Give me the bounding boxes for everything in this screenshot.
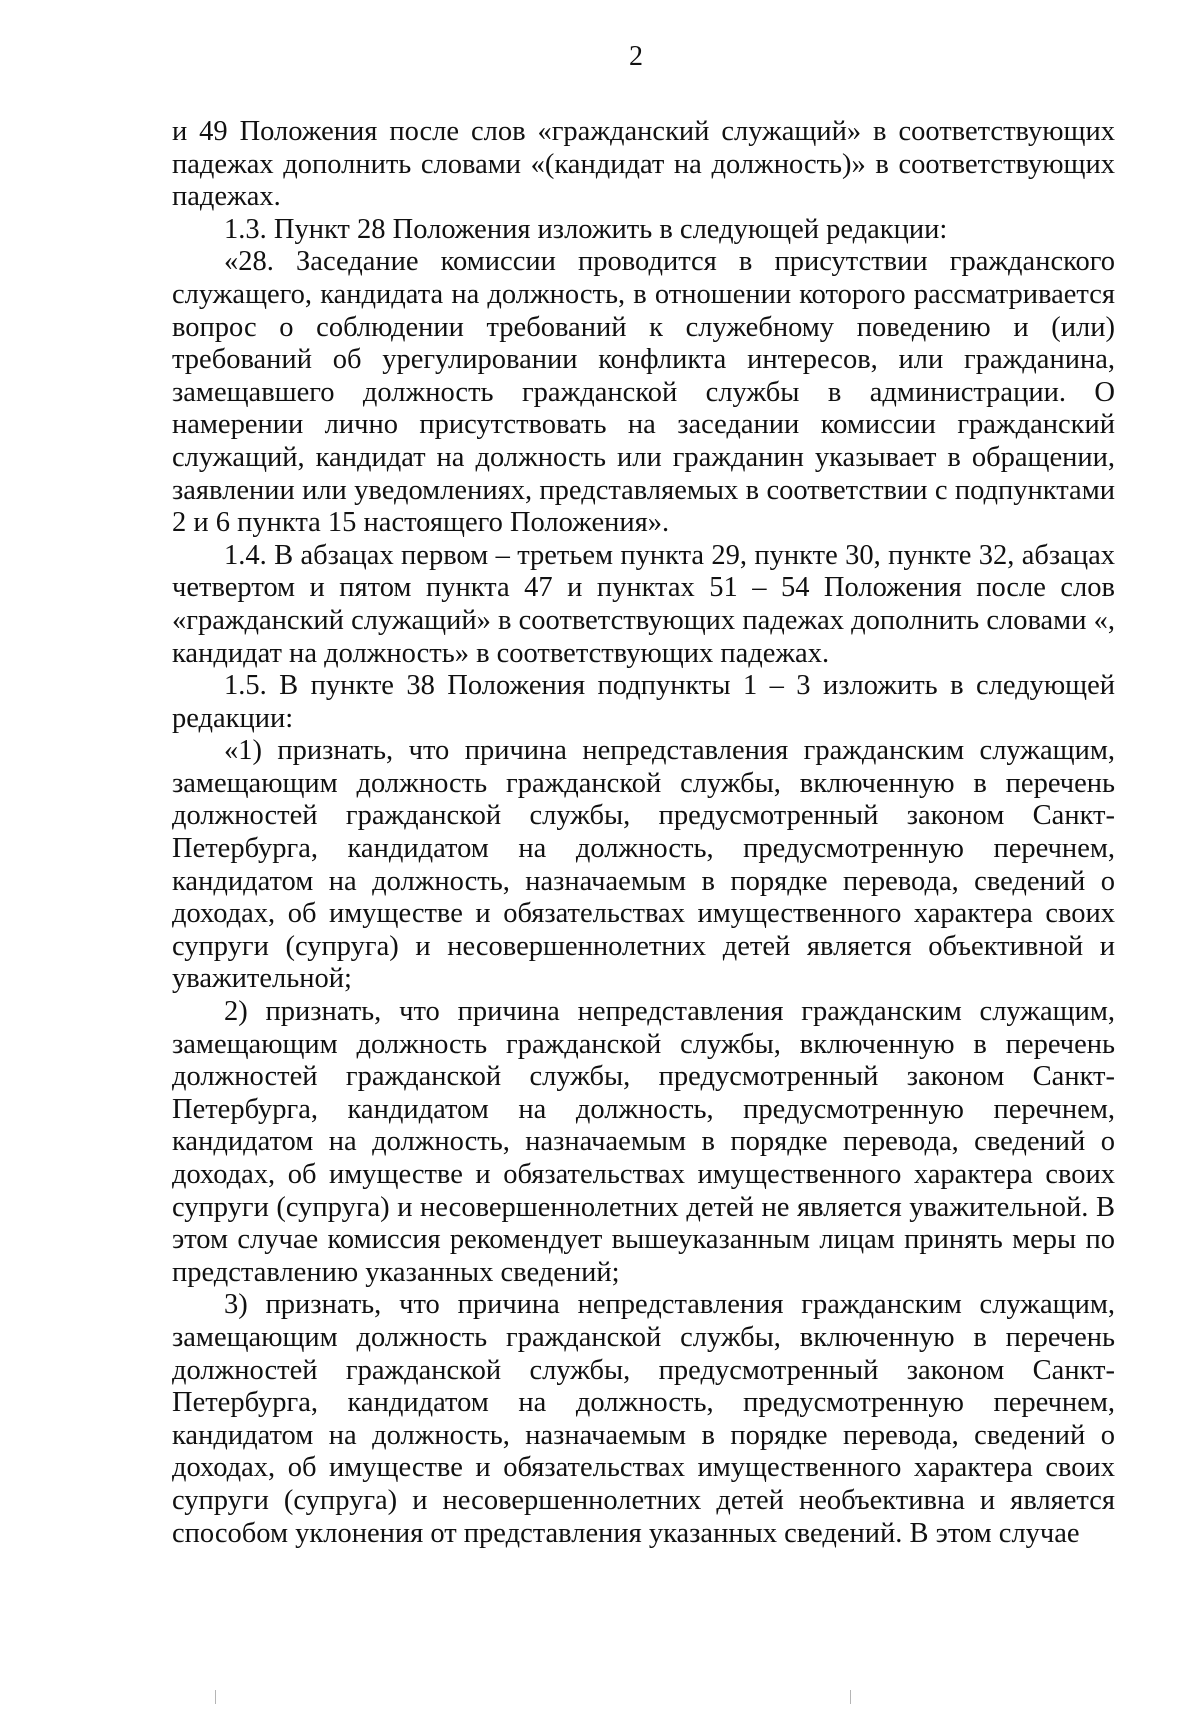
paragraph-item-1-3: 1.3. Пункт 28 Положения изложить в следующей редакции: [224,213,948,245]
paragraph-continuation: и 49 Положения после слов «гражданский служащий» в соответствующих падежах дополнить словами «(кандидат на должность)» в соответствующих падежах. [172,116,1115,213]
paragraph-subitem-1: «1) признать, что причина непредставления гражданским служащим, замещающим должность гражданской службы, включенную в перечень должностей гражданской службы, предусмотренный законом Санкт-Петербурга, кандидатом на должность, предусмотренную перечнем, кандидатом на должность, назначаемым в порядке перевода, сведений о доходах, об имуществе и обязательствах имущественного характера своих супруги (супруга) и несовершеннолетних детей является объективной и уважительной; [172,735,1115,995]
paragraph-item-28: «28. Заседание комиссии проводится в присутствии гражданского служащего, кандидата на должность, в отношении которого рассматривается вопрос о соблюдении требований к служебному поведению и (или) требований об урегулировании конфликта интересов, или гражданина, замещавшего должность гражданской службы в администрации. О намерении лично присутствовать на заседании комиссии гражданский служащий, кандидат на должность или гражданин указывает в обращении, заявлении или уведомлениях, представляемых в соответствии с подпунктами 2 и 6 пункта 15 настоящего Положения». [172,246,1115,539]
page-number: 2 [629,41,643,72]
paragraph-item-1-4: 1.4. В абзацах первом – третьем пункта 29, пункте 30, пункте 32, абзацах четвертом и пятом пункта 47 и пунктах 51 – 54 Положения после слов «гражданский служащий» в соответствующих падежах дополнить словами «, кандидат на должность» в соответствующих падежах. [172,539,1115,669]
paragraph-subitem-3: 3) признать, что причина непредставления гражданским служащим, замещающим должность гражданской службы, включенную в перечень должностей гражданской службы, предусмотренный законом Санкт-Петербурга, кандидатом на должность, предусмотренную перечнем, кандидатом на должность, назначаемым в порядке перевода, сведений о доходах, об имуществе и обязательствах имущественного характера своих супруги (супруга) и несовершеннолетних детей необъективна и является способом уклонения от представления указанных сведений. В этом случае [172,1289,1115,1549]
document-body [172,116,1115,1550]
paragraph-item-1-5: 1.5. В пункте 38 Положения подпункты 1 – 3 изложить в следующей редакции: [172,670,1115,734]
scan-artifact-mark [850,1690,851,1704]
paragraph-subitem-2: 2) признать, что причина непредставления гражданским служащим, замещающим должность гражданской службы, включенную в перечень должностей гражданской службы, предусмотренный законом Санкт-Петербурга, кандидатом на должность, предусмотренную перечнем, кандидатом на должность, назначаемым в порядке перевода, сведений о доходах, об имуществе и обязательствах имущественного характера своих супруги (супруга) и несовершеннолетних детей не является уважительной. В этом случае комиссия рекомендует вышеуказанным лицам принять меры по представлению указанных сведений; [172,996,1115,1288]
scan-artifact-mark [215,1690,216,1704]
